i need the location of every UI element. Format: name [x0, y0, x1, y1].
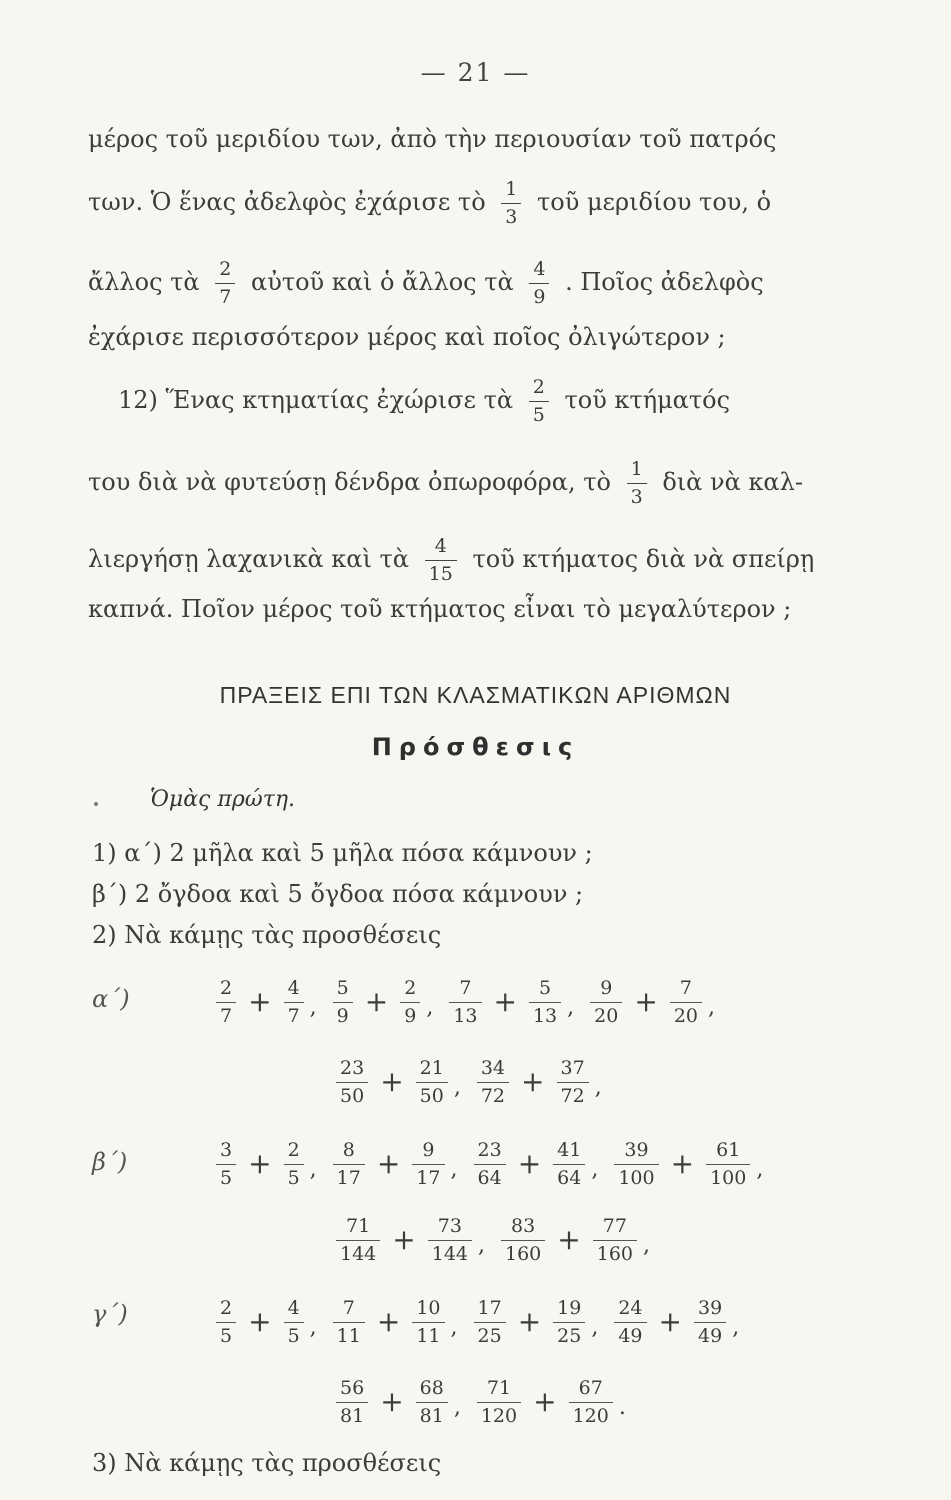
fraction: $\frac{7}{13}$	[449, 979, 481, 1026]
fraction: $\frac{2}{7}$	[215, 260, 235, 307]
separator: ,	[567, 995, 575, 1020]
exercise-line: 2) Νὰ κάμῃς τὰς προσθέσεις	[92, 921, 442, 949]
ink-dot	[94, 802, 98, 806]
separator: ,	[708, 995, 715, 1020]
fraction: $\frac{4}{15}$	[425, 537, 457, 584]
text-line: λιεργήσῃ λαχανικὰ καὶ τὰ $\frac{4}{15}$ τοῦ κτήματος διὰ νὰ σπείρῃ	[88, 535, 815, 585]
plus-sign: +	[533, 1385, 557, 1418]
text-line: καπνά. Ποῖον μέρος τοῦ κτήματος εἶναι τὸ μεγαλύτερον ;	[88, 595, 792, 623]
plus-sign: +	[364, 985, 389, 1018]
fraction: $\frac{37}{72}$	[557, 1059, 589, 1106]
fraction: $\frac{23}{50}$	[336, 1059, 368, 1106]
fraction: $\frac{10}{11}$	[412, 1299, 444, 1346]
plus-sign: +	[392, 1223, 416, 1256]
separator: ,	[450, 1157, 458, 1182]
plus-sign: +	[248, 985, 272, 1018]
separator: ,	[591, 1315, 599, 1340]
separator: ,	[732, 1315, 740, 1340]
text-line: μέρος τοῦ μεριδίου των, ἀπὸ τὴν περιουσίαν τοῦ πατρός	[88, 125, 777, 153]
separator: ,	[478, 1233, 485, 1258]
fraction: $\frac{67}{120}$	[569, 1379, 613, 1426]
fraction: $\frac{73}{144}$	[428, 1217, 472, 1264]
separator: ,	[309, 1315, 317, 1340]
sum-row	[210, 1282, 749, 1362]
sum-row	[210, 1124, 773, 1204]
plus-sign: +	[557, 1223, 581, 1256]
fraction: $\frac{34}{72}$	[477, 1059, 509, 1106]
separator: ,	[756, 1157, 764, 1182]
page-number: — 21 —	[420, 58, 531, 87]
separator: .	[618, 1395, 626, 1420]
fraction: $\frac{7}{11}$	[333, 1299, 365, 1346]
sum-row	[330, 1362, 636, 1442]
fraction: $\frac{9}{20}$	[590, 979, 622, 1026]
fraction: $\frac{4}{9}$	[529, 260, 549, 307]
separator: ,	[643, 1233, 650, 1258]
separator: ,	[450, 1315, 458, 1340]
separator: ,	[426, 995, 434, 1020]
exercise-line: 1) α΄) 2 μῆλα καὶ 5 μῆλα πόσα κάμνουν ;	[92, 839, 593, 867]
fraction: $\frac{2}{5}$	[216, 1299, 236, 1346]
plus-sign: +	[380, 1065, 404, 1098]
fraction: $\frac{24}{49}$	[614, 1299, 646, 1346]
fraction: $\frac{4}{7}$	[284, 979, 304, 1026]
fraction: $\frac{7}{20}$	[670, 979, 702, 1026]
row-label: γ΄)	[92, 1300, 128, 1328]
fraction: $\frac{39}{49}$	[694, 1299, 726, 1346]
section-heading: ΠΡΑΞΕΙΣ ΕΠΙ ΤΩΝ ΚΛΑΣΜΑΤΙΚΩΝ ΑΡΙΘΜΩΝ	[219, 682, 732, 708]
plus-sign: +	[658, 1305, 682, 1338]
fraction: $\frac{8}{17}$	[333, 1141, 365, 1188]
section-subheading: Πρόσθεσις	[371, 733, 580, 761]
fraction: $\frac{1}{3}$	[627, 460, 647, 507]
plus-sign: +	[376, 1147, 401, 1180]
text-line: του διὰ νὰ φυτεύσῃ δένδρα ὀπωροφόρα, τὸ $\frac{1}{3}$ διὰ νὰ καλ-	[88, 458, 803, 508]
text-line: 12) Ἕνας κτηματίας ἐχώρισε τὰ $\frac{2}{5}$ τοῦ κτήματός	[118, 376, 731, 426]
separator: ,	[309, 995, 317, 1020]
fraction: $\frac{56}{81}$	[336, 1379, 368, 1426]
fraction: $\frac{83}{160}$	[501, 1217, 545, 1264]
plus-sign: +	[376, 1305, 401, 1338]
fraction: $\frac{41}{64}$	[553, 1141, 585, 1188]
plus-sign: +	[248, 1147, 272, 1180]
fraction: $\frac{2}{7}$	[216, 979, 236, 1026]
fraction: $\frac{4}{5}$	[284, 1299, 304, 1346]
separator: ,	[453, 1395, 461, 1420]
row-label: α΄)	[92, 985, 130, 1013]
plus-sign: +	[517, 1305, 542, 1338]
fraction: $\frac{9}{17}$	[412, 1141, 444, 1188]
group-title: Ὁμὰς πρώτη.	[150, 787, 296, 812]
fraction: $\frac{2}{5}$	[284, 1141, 304, 1188]
fraction: $\frac{2}{9}$	[400, 979, 420, 1026]
fraction: $\frac{2}{5}$	[529, 378, 549, 425]
fraction: $\frac{71}{144}$	[336, 1217, 380, 1264]
fraction: $\frac{17}{25}$	[474, 1299, 506, 1346]
exercise-line: β΄) 2 ὄγδοα καὶ 5 ὄγδοα πόσα κάμνουν ;	[92, 880, 584, 908]
separator: ,	[591, 1157, 599, 1182]
sum-row	[210, 962, 725, 1042]
fraction: $\frac{3}{5}$	[216, 1141, 236, 1188]
text-line: ἄλλος τὰ $\frac{2}{7}$ αὐτοῦ καὶ ὁ ἄλλος τὰ $\frac{4}{9}$ . Ποῖος ἀδελφὸς	[88, 258, 764, 308]
row-label: β΄)	[92, 1148, 128, 1176]
separator: ,	[594, 1075, 602, 1100]
sum-row	[330, 1042, 612, 1122]
plus-sign: +	[517, 1147, 542, 1180]
fraction: $\frac{21}{50}$	[416, 1059, 448, 1106]
separator: ,	[309, 1157, 317, 1182]
fraction: $\frac{61}{100}$	[706, 1141, 750, 1188]
plus-sign: +	[634, 985, 658, 1018]
fraction: $\frac{1}{3}$	[501, 180, 521, 227]
fraction: $\frac{5}{9}$	[333, 979, 353, 1026]
separator: ,	[453, 1075, 461, 1100]
fraction: $\frac{68}{81}$	[416, 1379, 448, 1426]
plus-sign: +	[380, 1385, 404, 1418]
fraction: $\frac{71}{120}$	[477, 1379, 521, 1426]
plus-sign: +	[521, 1065, 545, 1098]
plus-sign: +	[670, 1147, 695, 1180]
fraction: $\frac{19}{25}$	[553, 1299, 585, 1346]
text-line: ἐχάρισε περισσότερον μέρος καὶ ποῖος ὀλιγώτερον ;	[88, 323, 726, 351]
fraction: $\frac{77}{160}$	[593, 1217, 637, 1264]
fraction: $\frac{39}{100}$	[614, 1141, 658, 1188]
plus-sign: +	[493, 985, 517, 1018]
fraction: $\frac{23}{64}$	[474, 1141, 506, 1188]
exercise-line: 3) Νὰ κάμῃς τὰς προσθέσεις	[92, 1449, 442, 1477]
fraction: $\frac{5}{13}$	[529, 979, 561, 1026]
text-line: των. Ὁ ἕνας ἀδελφὸς ἐχάρισε τὸ $\frac{1}{3}$ τοῦ μεριδίου του, ὁ	[88, 178, 772, 228]
plus-sign: +	[248, 1305, 272, 1338]
sum-row	[330, 1200, 660, 1280]
